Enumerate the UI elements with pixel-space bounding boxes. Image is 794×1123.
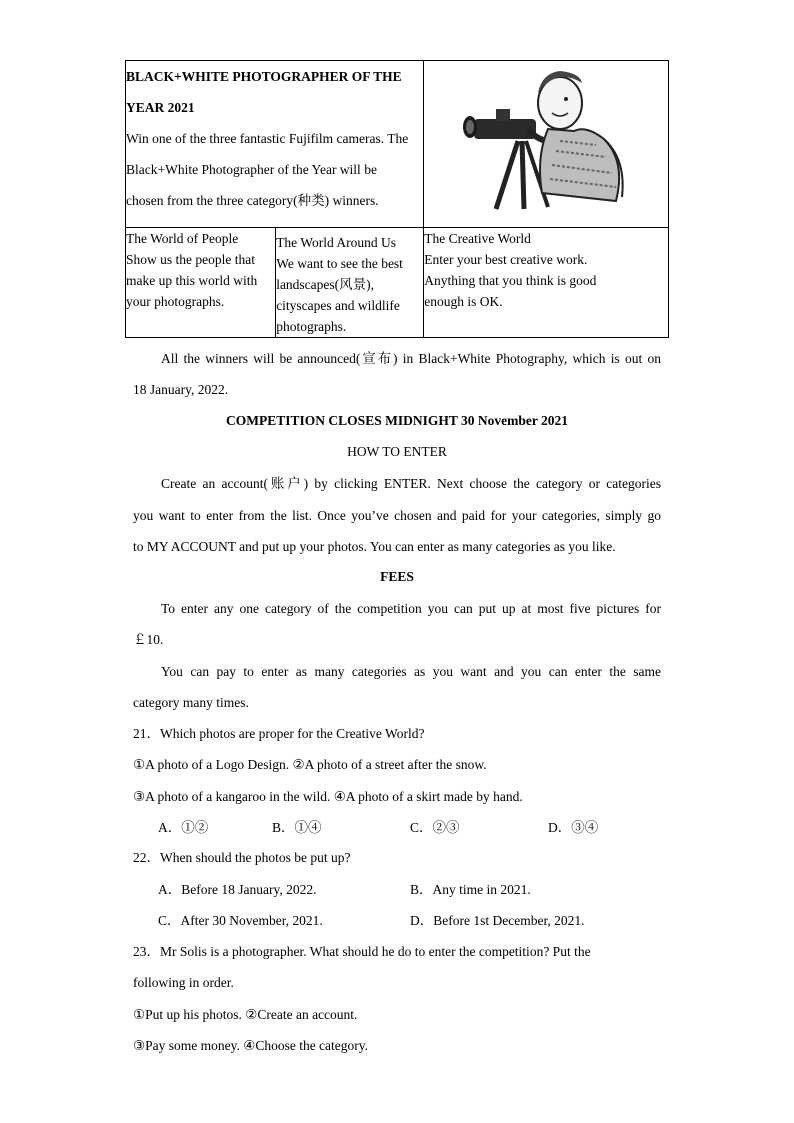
closing-date-heading: COMPETITION CLOSES MIDNIGHT 30 November 2021	[226, 413, 568, 428]
question-22-option-a[interactable]: A．Before 18 January, 2022.	[158, 882, 317, 897]
fees-paragraph1-line2: ￡10.	[133, 632, 164, 647]
announce-line1: All the winners will be announced(宣布) in Black+White Photography, which is out on	[161, 351, 661, 366]
question-23-items-line2: ③Pay some money. ④Choose the category.	[133, 1038, 369, 1053]
competition-title-line1: BLACK+WHITE PHOTOGRAPHER OF THE	[126, 69, 402, 84]
fees-heading: FEES	[380, 569, 414, 584]
category-line: The World of People	[126, 231, 239, 246]
competition-title-line2: YEAR 2021	[126, 100, 195, 115]
category-world-of-people	[126, 228, 276, 338]
fees-paragraph1-line1: To enter any one category of the competition you can put up at most five pictures for	[161, 601, 661, 616]
question-21-option-a[interactable]: A．①②	[158, 820, 209, 835]
category-line: The Creative World	[424, 231, 531, 246]
category-line: The World Around Us	[276, 235, 396, 250]
competition-info-table	[125, 60, 669, 338]
question-23-stem-line2: following in order.	[133, 975, 234, 990]
category-line: enough is OK.	[424, 294, 503, 309]
image-cell	[424, 61, 669, 228]
category-line: photographs.	[276, 319, 347, 334]
category-line: Anything that you think is good	[424, 273, 597, 288]
question-21-items-line2: ③A photo of a kangaroo in the wild. ④A photo of a skirt made by hand.	[133, 789, 523, 804]
category-line: Show us the people that	[126, 252, 255, 267]
question-21-option-d[interactable]: D．③④	[548, 820, 599, 835]
category-line: cityscapes and wildlife	[276, 298, 400, 313]
question-21-items-line1: ①A photo of a Logo Design. ②A photo of a street after the snow.	[133, 757, 487, 772]
question-22-option-d[interactable]: D．Before 1st December, 2021.	[410, 913, 585, 928]
question-22-option-c[interactable]: C．After 30 November, 2021.	[158, 913, 323, 928]
competition-intro-line2: Black+White Photographer of the Year will be	[126, 162, 377, 177]
competition-header-cell	[126, 61, 424, 228]
question-23-stem-line1: 23．Mr Solis is a photographer. What should he do to enter the competition? Put the	[133, 944, 591, 959]
question-22-option-b[interactable]: B．Any time in 2021.	[410, 882, 531, 897]
category-line: your photographs.	[126, 294, 225, 309]
category-creative-world	[424, 228, 669, 338]
category-line: Enter your best creative work.	[424, 252, 588, 267]
competition-intro-line3: chosen from the three category(种类) winners.	[126, 193, 379, 208]
how-to-enter-heading: HOW TO ENTER	[347, 444, 447, 459]
category-line: landscapes(风景),	[276, 277, 375, 292]
question-21-option-b[interactable]: B．①④	[272, 820, 322, 835]
category-world-around-us	[276, 228, 424, 338]
fees-paragraph2-line2: category many times.	[133, 695, 249, 710]
fees-paragraph2-line1: You can pay to enter as many categories as you want and you can enter the same	[161, 664, 661, 679]
question-23-items-line1: ①Put up his photos. ②Create an account.	[133, 1007, 358, 1022]
how-to-enter-line1: Create an account(账户) by clicking ENTER. Next choose the category or categories	[161, 476, 661, 491]
how-to-enter-line3: to MY ACCOUNT and put up your photos. You can enter as many categories as you like.	[133, 539, 616, 554]
category-line: make up this world with	[126, 273, 258, 288]
announce-line2: 18 January, 2022.	[133, 382, 229, 397]
question-22-stem: 22．When should the photos be put up?	[133, 850, 351, 865]
category-line: We want to see the best	[276, 256, 403, 271]
photographer-illustration-icon	[456, 61, 636, 211]
question-21-option-c[interactable]: C．②③	[410, 820, 460, 835]
question-21-stem: 21．Which photos are proper for the Creative World?	[133, 726, 425, 741]
competition-intro-line1: Win one of the three fantastic Fujifilm cameras. The	[126, 131, 409, 146]
how-to-enter-line2: you want to enter from the list. Once you’ve chosen and paid for your categories, simply go	[133, 508, 661, 523]
